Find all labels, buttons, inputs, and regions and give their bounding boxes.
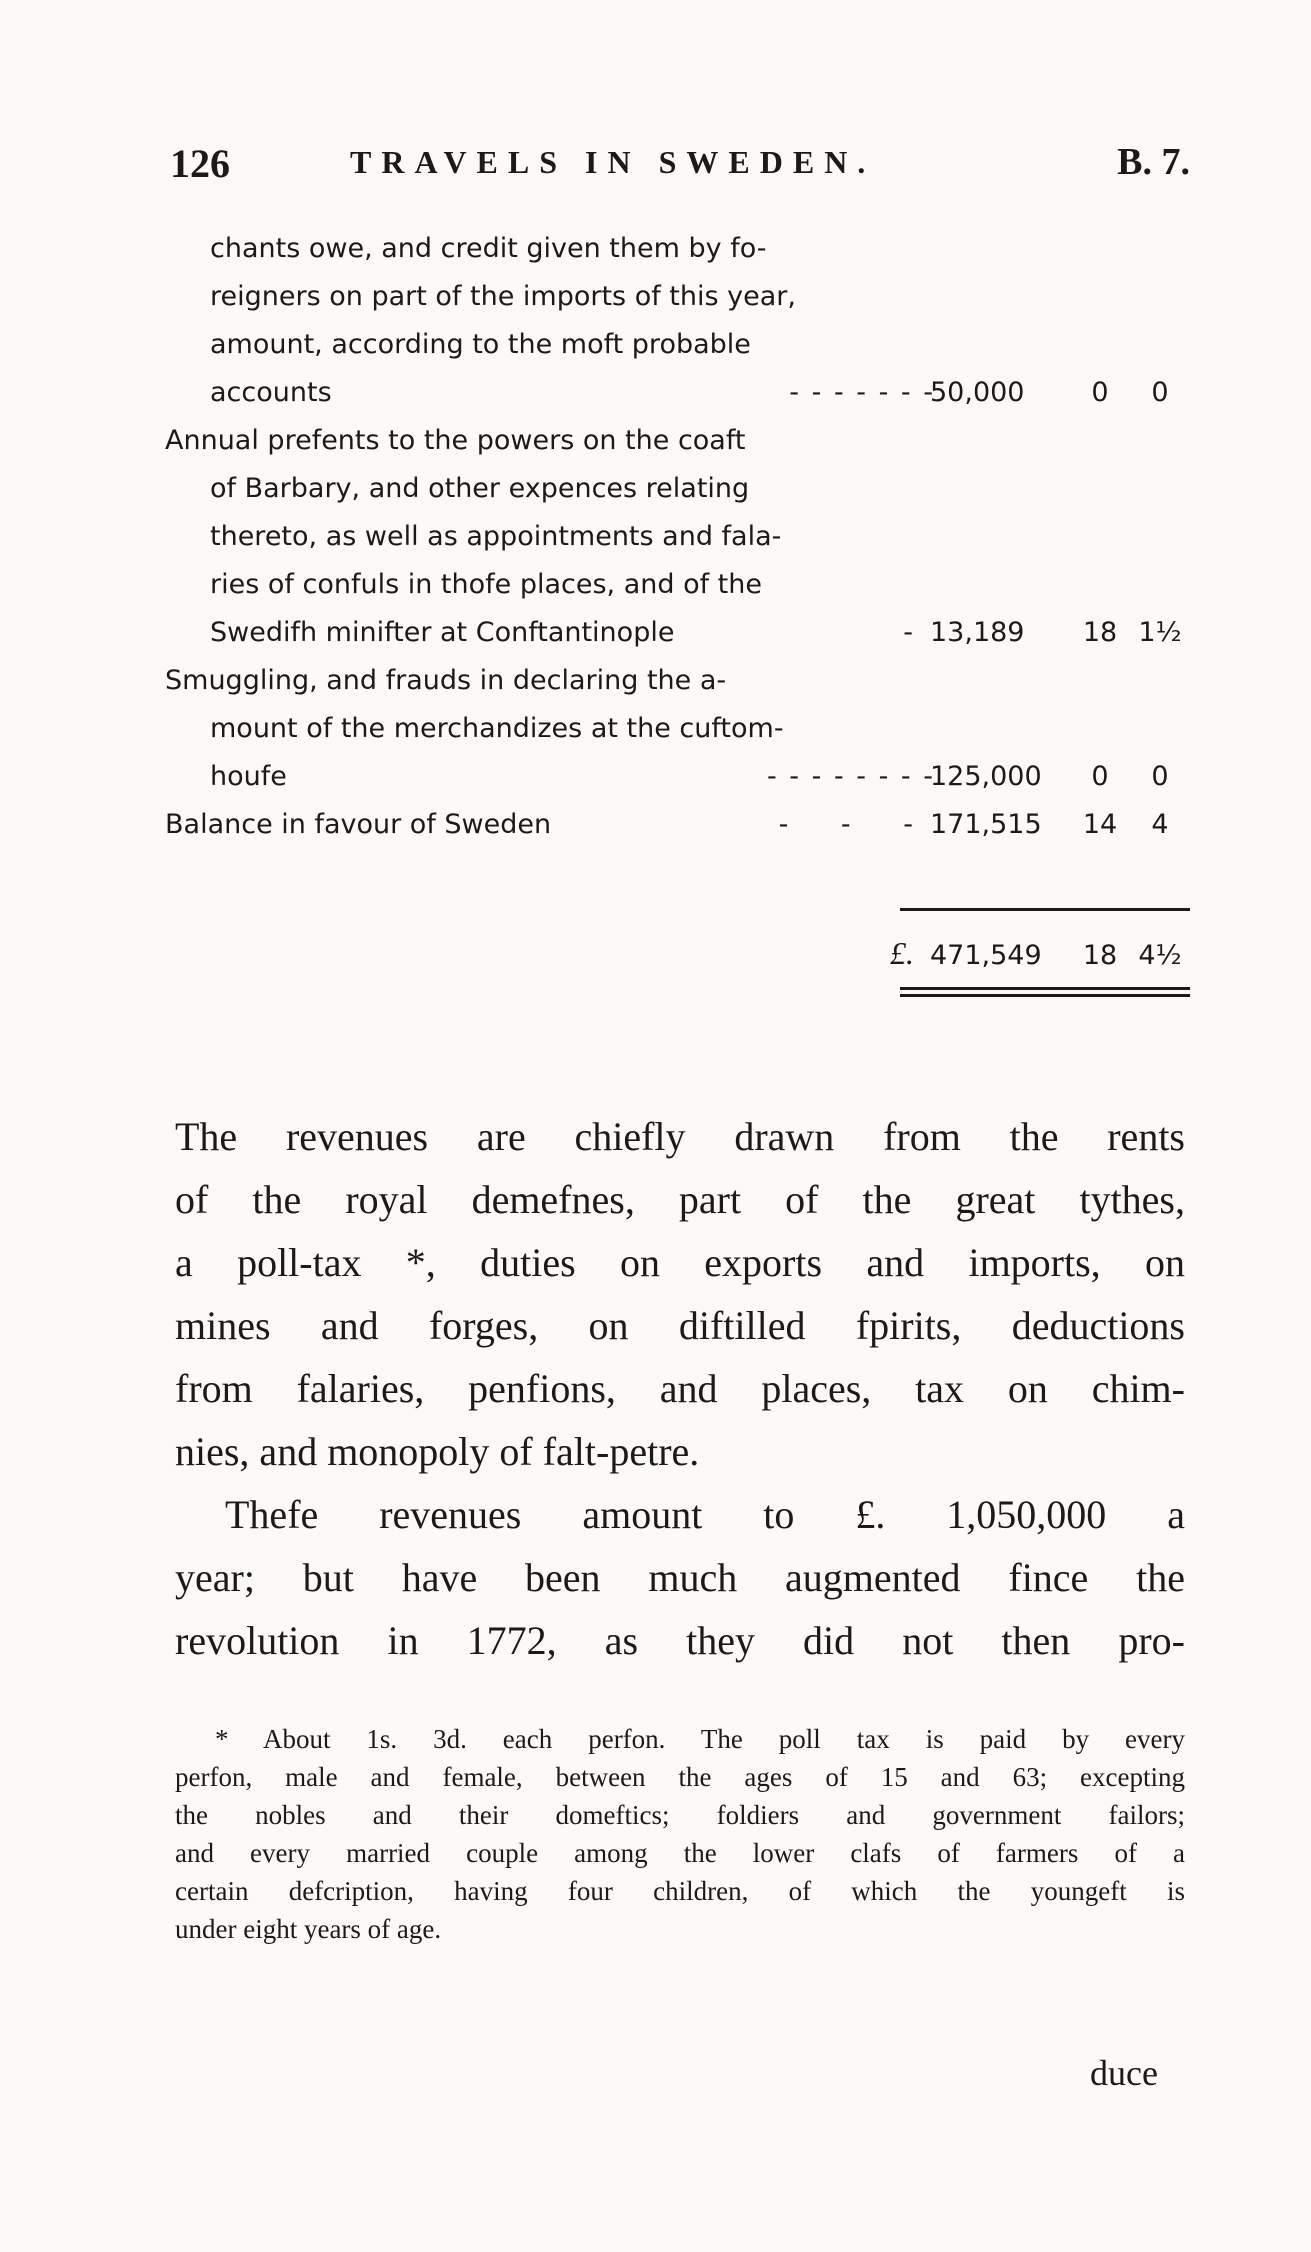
ledger-entry-merchants-credit [165,225,1185,417]
footnote-line: * About 1s. 3d. each perfon. The poll tax is paid by every [215,1724,1185,1754]
amount-shillings: 14 [1082,809,1118,840]
page-number: 126 [170,141,230,186]
ledger-entry-line: Smuggling, and frauds in declaring the a- [165,665,727,696]
ledger-amount [930,801,1200,849]
total-pounds: 471,549 [930,940,1042,971]
ledger-amount [930,753,1200,801]
amount-pounds: 50,000 [930,377,1025,408]
body-line: The revenues are chiefly drawn from the rents [175,1114,1185,1159]
ledger-entry-last-line [165,753,1185,801]
running-head [170,140,1190,200]
ledger-entry-balance [165,801,1185,849]
footnote-line: and every married couple among the lower clafs of farmers of a [175,1838,1185,1868]
ledger-total [165,925,1185,981]
leader-dashes: - - - - - - - - [766,761,935,792]
catchword: duce [1090,2053,1158,2093]
footnote-line: certain defcription, having four children, of which the youngeft is [175,1876,1185,1906]
amount-pence: 1½ [1138,617,1182,648]
ledger-entry-line: reigners on part of the imports of this year, [210,281,796,312]
amount-pounds: 171,515 [930,809,1042,840]
ledger-entry-line: houfe [210,761,287,792]
ledger-entry-barbary-presents [165,417,1185,657]
ledger-entry-last-line [165,801,1185,849]
ledger-entry-last-line [165,369,1185,417]
currency-symbol: £. [890,935,914,971]
body-line: from falaries, penfions, and places, tax on chim- [175,1366,1185,1411]
body-line: year; but have been much augmented fince the [175,1555,1185,1600]
footnote-line: under eight years of age. [175,1914,442,1944]
ledger-entry-line: chants owe, and credit given them by fo- [210,233,767,264]
footnote-line: perfon, male and female, between the ages of 15 and 63; excepting [175,1762,1185,1792]
ledger-entry-line: of Barbary, and other expences relating [210,473,750,504]
leader-dashes: - - - [778,809,935,840]
leader-dashes: - - - - - - - [789,377,935,408]
ledger-entry-line: amount, according to the moft probable [210,329,751,360]
ledger-amount [930,369,1200,417]
ledger-entry-smuggling [165,657,1185,801]
ledger-entry-line: Balance in favour of Sweden [165,809,552,840]
body-line: Thefe revenues amount to £. 1,050,000 a [225,1492,1185,1537]
body-line: of the royal demefnes, part of the great tythes, [175,1177,1185,1222]
book-number: B. 7. [1117,141,1190,183]
body-line: mines and forges, on diftilled fpirits, deductions [175,1303,1185,1348]
amount-shillings: 18 [1082,617,1118,648]
amount-pounds: 13,189 [930,617,1025,648]
body-line: nies, and monopoly of falt-petre. [175,1429,700,1474]
ledger-amount [930,609,1200,657]
total-amount [890,925,1210,984]
ledger-entry-line: accounts [210,377,332,408]
total-pence: 4½ [1138,940,1182,971]
revenue-ledger [165,225,1185,971]
sum-rule [900,908,1190,911]
amount-pence: 0 [1151,761,1169,792]
ledger-entry-last-line [165,609,1185,657]
total-double-rule-top [900,987,1190,990]
footnote-line: the nobles and their domeftics; foldiers and government failors; [175,1800,1185,1830]
ledger-entry-line: ries of confuls in thofe places, and of the [210,569,762,600]
total-double-rule-bottom [900,994,1190,997]
ledger-entry-line: Annual prefents to the powers on the coaft [165,425,746,456]
leader-dashes: - [903,617,915,648]
ledger-entry-line: mount of the merchandizes at the cuftom- [210,713,784,744]
ledger-entry-line: thereto, as well as appointments and fala- [210,521,782,552]
amount-pence: 0 [1151,377,1169,408]
total-shillings: 18 [1082,940,1118,971]
amount-pounds: 125,000 [930,761,1042,792]
amount-pence: 4 [1151,809,1169,840]
body-line: revolution in 1772, as they did not then pro- [175,1618,1185,1663]
body-line: a poll-tax *, duties on exports and imports, on [175,1240,1185,1285]
amount-shillings: 0 [1091,377,1109,408]
amount-shillings: 0 [1091,761,1109,792]
body-paragraphs [175,1105,1185,1672]
footnote [175,1720,1185,1948]
ledger-entry-line: Swedifh minifter at Conftantinople [210,617,675,648]
running-title: TRAVELS IN SWEDEN. [350,144,876,180]
